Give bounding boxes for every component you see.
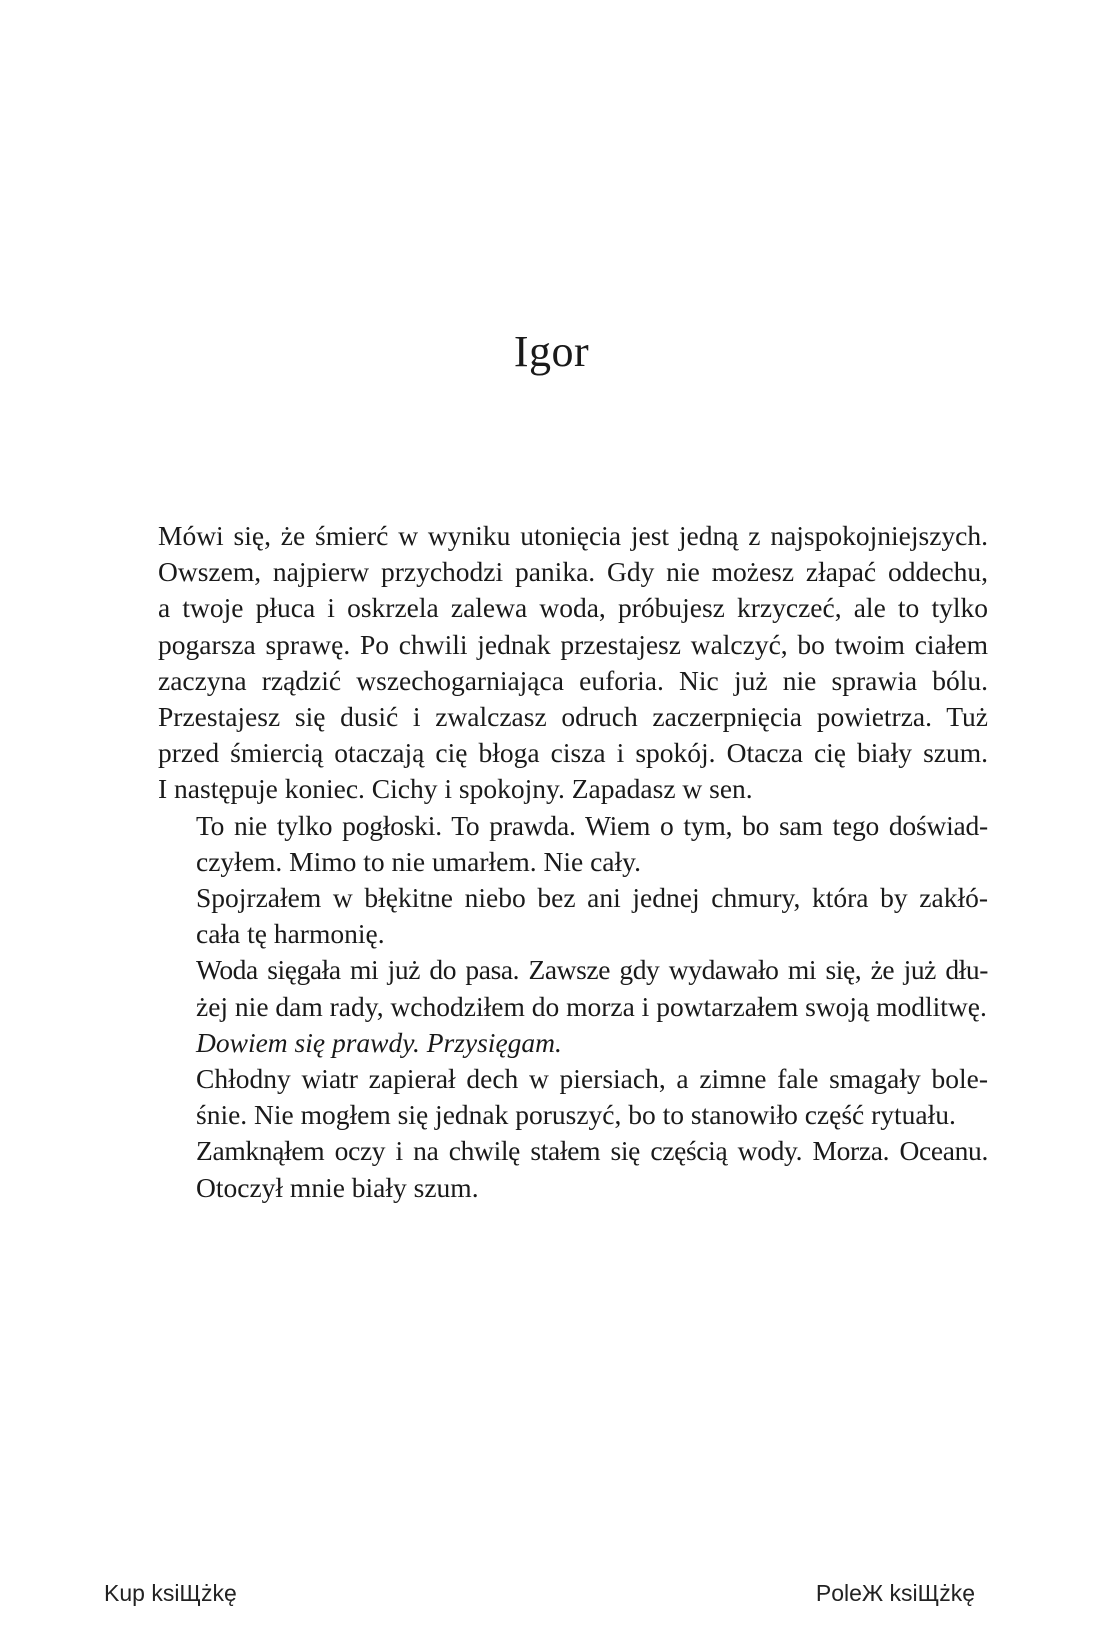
paragraph bbox=[158, 1025, 988, 1061]
chapter-title: Igor bbox=[513, 327, 590, 376]
text-line: Przestajesz się dusić i zwalczasz odruch zaczerpnięcia powietrza. Tuż bbox=[158, 701, 988, 733]
text-line: Dowiem się prawdy. Przysięgam. bbox=[196, 1026, 562, 1058]
text-line: Mówi się, że śmierć w wyniku utonięcia jest jedną z najspokojniejszych. bbox=[158, 520, 988, 551]
text-line: czyłem. Mimo to nie umarłem. Nie cały. bbox=[196, 845, 641, 877]
text-line: Woda sięgała mi już do pasa. Zawsze gdy wydawało mi się, że już dłu- bbox=[196, 954, 988, 986]
text-line: Zamknąłem oczy i na chwilę stałem się częścią wody. Morza. Oceanu. bbox=[196, 1135, 988, 1167]
text-line: przed śmiercią otaczają cię błoga cisza i spokój. Otacza cię biały szum. bbox=[158, 737, 988, 769]
paragraph bbox=[158, 518, 988, 808]
paragraph bbox=[158, 880, 988, 952]
text-line: żej nie dam rady, wchodziłem do morza i powtarzałem swoją modlitwę. bbox=[196, 990, 987, 1022]
paragraph bbox=[158, 1133, 988, 1205]
text-line: a twoje płuca i oskrzela zalewa woda, próbujesz krzyczeć, ale to tylko bbox=[158, 592, 988, 624]
text-line: cała tę harmonię. bbox=[196, 918, 385, 950]
text-line: Spojrzałem w błękitne niebo bez ani jednej chmury, która by zakłó- bbox=[196, 882, 988, 914]
paragraph bbox=[158, 808, 988, 880]
text-line: Otoczył mnie biały szum. bbox=[196, 1171, 479, 1203]
text-line: I następuje koniec. Cichy i spokojny. Zapadasz w sen. bbox=[158, 773, 753, 805]
text-line: pogarsza sprawę. Po chwili jednak przestajesz walczyć, bo twoim ciałem bbox=[158, 628, 988, 660]
text-line: śnie. Nie mogłem się jednak poruszyć, bo to stanowiło część rytuału. bbox=[196, 1099, 956, 1131]
text-line: Chłodny wiatr zapierał dech w piersiach, a zimne fale smagały bole- bbox=[196, 1063, 988, 1095]
recommend-book-link[interactable]: PoleЖ ksiЩżkę bbox=[815, 1580, 975, 1606]
text-line: To nie tylko pogłoski. To prawda. Wiem o tym, bo sam tego doświad- bbox=[196, 809, 988, 841]
paragraph bbox=[158, 1061, 988, 1133]
paragraph bbox=[158, 952, 988, 1024]
text-line: Owszem, najpierw przychodzi panika. Gdy nie możesz złapać oddechu, bbox=[158, 556, 988, 588]
chapter-body bbox=[158, 518, 988, 1206]
text-line: zaczyna rządzić wszechogarniająca euforia. Nic już nie sprawia bólu. bbox=[158, 664, 988, 696]
buy-book-link[interactable]: Kup ksiЩżkę bbox=[104, 1580, 237, 1606]
